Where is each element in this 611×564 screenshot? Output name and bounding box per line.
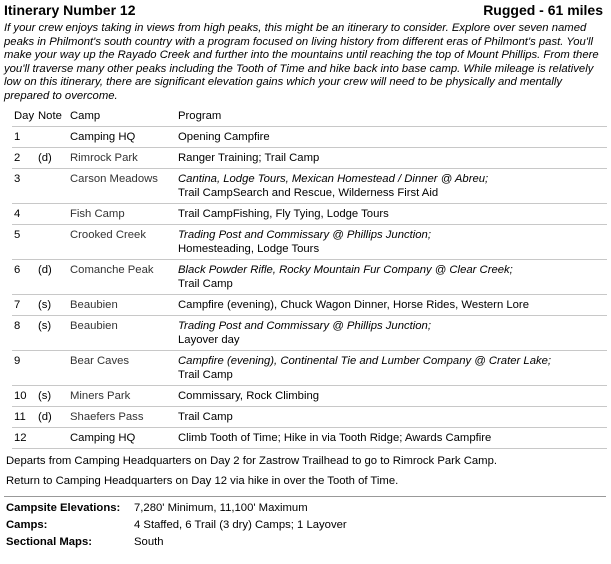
camp-cell: Miners Park xyxy=(68,385,176,406)
program-cell xyxy=(176,147,607,168)
fact-value: South xyxy=(134,535,164,548)
itinerary-title: Itinerary Number 12 xyxy=(4,2,136,18)
itinerary-notes xyxy=(4,454,607,488)
table-row xyxy=(12,259,607,294)
table-row xyxy=(12,126,607,147)
program-line: Cantina, Lodge Tours, Mexican Homestead / Dinner @ Abreu; xyxy=(178,172,489,185)
day-cell: 6 xyxy=(12,259,36,294)
program-line: Trail Camp xyxy=(178,277,233,290)
fact-value: 4 Staffed, 6 Trail (3 dry) Camps; 1 Layover xyxy=(134,518,347,531)
program-line: Opening Campfire xyxy=(178,130,270,143)
itinerary-facts xyxy=(4,500,349,551)
program-cell xyxy=(176,385,607,406)
day-cell: 2 xyxy=(12,147,36,168)
table-header-row xyxy=(12,107,607,127)
day-cell: 11 xyxy=(12,406,36,427)
note-cell xyxy=(36,350,68,385)
note-cell: (s) xyxy=(36,315,68,350)
note-cell xyxy=(36,126,68,147)
camp-cell: Shaefers Pass xyxy=(68,406,176,427)
itinerary-table xyxy=(12,107,607,449)
day-cell: 10 xyxy=(12,385,36,406)
fact-label: Sectional Maps: xyxy=(6,535,93,548)
table-row xyxy=(12,294,607,315)
camp-cell: Camping HQ xyxy=(68,427,176,448)
table-row xyxy=(12,224,607,259)
camp-cell: Beaubien xyxy=(68,294,176,315)
fact-value: 7,280' Minimum, 11,100' Maximum xyxy=(134,501,308,514)
program-cell xyxy=(176,294,607,315)
table-row xyxy=(12,315,607,350)
fact-row-maps xyxy=(4,534,349,551)
program-line: Trading Post and Commissary @ Phillips Junction; xyxy=(178,319,431,332)
day-cell: 7 xyxy=(12,294,36,315)
table-row xyxy=(12,203,607,224)
program-line: Ranger Training; Trail Camp xyxy=(178,151,320,164)
fact-row-camps xyxy=(4,517,349,534)
camp-cell: Beaubien xyxy=(68,315,176,350)
program-cell xyxy=(176,406,607,427)
day-cell: 1 xyxy=(12,126,36,147)
day-cell: 9 xyxy=(12,350,36,385)
program-line: Campfire (evening), Chuck Wagon Dinner, Horse Rides, Western Lore xyxy=(178,298,529,311)
note-departure: Departs from Camping Headquarters on Day 2 for Zastrow Trailhead to go to Rimrock Park Camp. xyxy=(6,454,497,467)
table-row xyxy=(12,147,607,168)
program-cell xyxy=(176,126,607,147)
fact-label: Campsite Elevations: xyxy=(6,501,121,514)
note-cell: (d) xyxy=(36,147,68,168)
itinerary-header xyxy=(4,0,607,21)
program-line: Campfire (evening), Continental Tie and Lumber Company @ Crater Lake; xyxy=(178,354,552,367)
program-line: Trail CampFishing, Fly Tying, Lodge Tours xyxy=(178,207,389,220)
note-cell: (s) xyxy=(36,294,68,315)
camp-cell: Fish Camp xyxy=(68,203,176,224)
note-cell xyxy=(36,203,68,224)
note-cell xyxy=(36,224,68,259)
table-row xyxy=(12,168,607,203)
column-header-note: Note xyxy=(38,110,62,123)
table-row xyxy=(12,385,607,406)
program-line: Black Powder Rifle, Rocky Mountain Fur Company @ Clear Creek; xyxy=(178,263,513,276)
note-cell xyxy=(36,427,68,448)
program-line: Layover day xyxy=(178,333,240,346)
day-cell: 8 xyxy=(12,315,36,350)
table-row xyxy=(12,427,607,448)
day-cell: 5 xyxy=(12,224,36,259)
day-cell: 4 xyxy=(12,203,36,224)
camp-cell: Rimrock Park xyxy=(68,147,176,168)
column-header-day: Day xyxy=(14,110,35,123)
day-cell: 3 xyxy=(12,168,36,203)
note-cell: (d) xyxy=(36,406,68,427)
table-row xyxy=(12,406,607,427)
program-line: Trail CampSearch and Rescue, Wilderness First Aid xyxy=(178,186,439,199)
program-line: Trading Post and Commissary @ Phillips Junction; xyxy=(178,228,431,241)
camp-cell: Crooked Creek xyxy=(68,224,176,259)
section-divider xyxy=(4,496,606,497)
note-cell xyxy=(36,168,68,203)
program-line: Climb Tooth of Time; Hike in via Tooth Ridge; Awards Campfire xyxy=(178,431,492,444)
table-row xyxy=(12,350,607,385)
program-line: Trail Camp xyxy=(178,368,233,381)
program-line: Commissary, Rock Climbing xyxy=(178,389,320,402)
fact-label: Camps: xyxy=(6,518,48,531)
note-return: Return to Camping Headquarters on Day 12 via hike in over the Tooth of Time. xyxy=(6,474,399,487)
fact-row-elevations xyxy=(4,500,349,517)
note-cell: (s) xyxy=(36,385,68,406)
day-cell: 12 xyxy=(12,427,36,448)
program-line: Trail Camp xyxy=(178,410,233,423)
camp-cell: Bear Caves xyxy=(68,350,176,385)
program-cell xyxy=(176,427,607,448)
program-cell xyxy=(176,168,607,203)
program-cell xyxy=(176,315,607,350)
note-cell: (d) xyxy=(36,259,68,294)
itinerary-difficulty: Rugged - 61 miles xyxy=(483,2,603,18)
camp-cell: Camping HQ xyxy=(68,126,176,147)
program-cell xyxy=(176,203,607,224)
program-line: Homesteading, Lodge Tours xyxy=(178,242,320,255)
program-cell xyxy=(176,350,607,385)
program-cell xyxy=(176,259,607,294)
program-cell xyxy=(176,224,607,259)
camp-cell: Comanche Peak xyxy=(68,259,176,294)
column-header-program: Program xyxy=(178,110,222,123)
itinerary-description: If your crew enjoys taking in views from high peaks, this might be an itinerary to consider. Explore over seven named peaks in Philmont's south country with a program focused on living history from different eras of Philmont's past. You'll make your way up the Rayado Creek and further into the mountains until reaching the top of Mount Phillips. From there you'll traverse many other peaks including the Tooth of Time and hike back into base camp. While mileage is relatively low on this itinerary, there are significant elevation gains which your crew will need to be physically and mentally prepared to overcome. xyxy=(4,22,599,102)
camp-cell: Carson Meadows xyxy=(68,168,176,203)
column-header-camp: Camp xyxy=(70,110,101,123)
